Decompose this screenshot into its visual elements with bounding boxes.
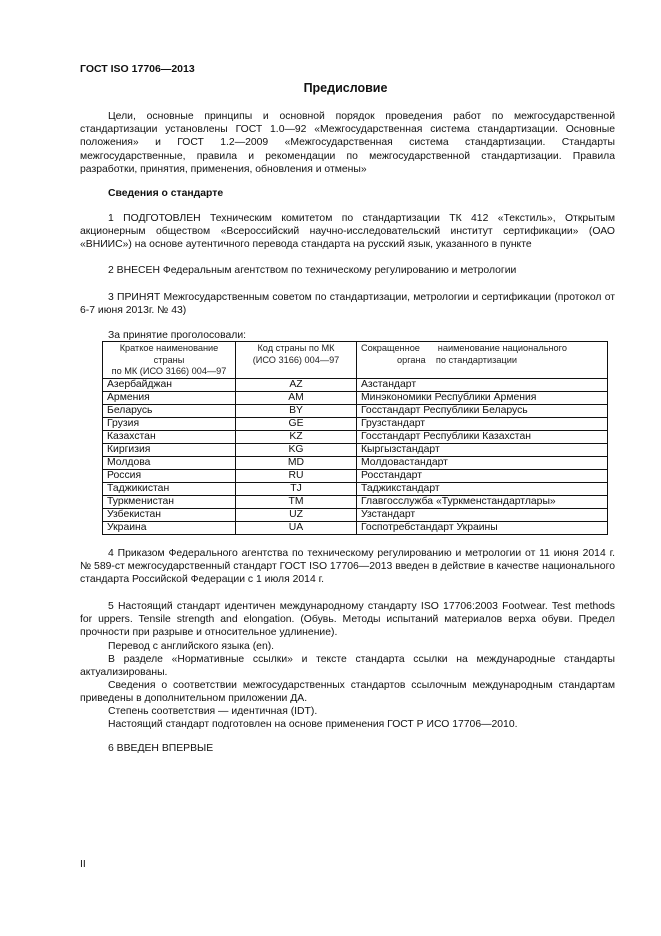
table-row	[103, 430, 608, 443]
intro-paragraph: Цели, основные принципы и основной порядок проведения работ по межгосударственной стандартизации установлены ГОСТ 1.0—92 «Межгосударственная система стандартизации. Основные положения» и ГОСТ 1.2—2009 «Межгосударственная система стандартизации. Стандарты межгосударственные, правила и рекомендации по межгосударственной стандартизации. Правила разработки, принятия, применения, обновления и отмены»	[80, 111, 615, 175]
cell-country-name: Армения	[103, 391, 236, 404]
paragraph-5-references: В разделе «Нормативные ссылки» и тексте стандарта ссылки на международные стандарты актуализированы.	[80, 654, 615, 679]
paragraph-5-translation: Перевод с английского языка (en).	[108, 641, 275, 652]
cell-standards-body: Грузстандарт	[357, 417, 608, 430]
paragraph-5-info: Сведения о соответствии межгосударственных стандартов ссылочным международным стандартам приведены в дополнительном приложении ДА.	[80, 680, 615, 705]
paragraph-5-degree: Степень соответствия — идентичная (IDT).	[108, 706, 318, 717]
header-country-name	[103, 342, 236, 379]
cell-country-code: AM	[236, 391, 357, 404]
cell-country-name: Киргизия	[103, 443, 236, 456]
table-row	[103, 508, 608, 521]
cell-standards-body: Азстандарт	[357, 378, 608, 391]
cell-country-name: Беларусь	[103, 404, 236, 417]
cell-country-name: Украина	[103, 521, 236, 534]
table-row	[103, 391, 608, 404]
cell-standards-body: Таджикстандарт	[357, 482, 608, 495]
header-line: (ИСО 3166) 004—97	[252, 354, 340, 365]
cell-country-name: Россия	[103, 469, 236, 482]
table-row	[103, 404, 608, 417]
paragraph-4: 4 Приказом Федерального агентства по техническому регулированию и метрологии от 11 июня 2014 г. № 589-ст межгосударственный стандарт ГОСТ ISO 17706—2013 введен в действие в качестве национального стандарта Российской Федерации с 1 июля 2014 г.	[80, 548, 615, 586]
section-title: Сведения о стандарте	[108, 188, 224, 199]
paragraph-5: 5 Настоящий стандарт идентичен международному стандарту ISO 17706:2003 Footwear. Test methods for uppers. Tensile strength and elongation. (Обувь. Методы испытаний материалов верха обуви. Предел прочности при разрыве и относительное удлинение).	[80, 601, 615, 639]
header-line: Код страны по МК	[257, 343, 335, 353]
cell-standards-body: Кыргызстандарт	[357, 443, 608, 456]
cell-country-name: Азербайджан	[103, 378, 236, 391]
voted-label: За принятие проголосовали:	[108, 330, 247, 341]
cell-country-name: Таджикистан	[103, 482, 236, 495]
cell-country-code: BY	[236, 404, 357, 417]
cell-standards-body: Главгосслужба «Туркменстандартлары»	[357, 495, 608, 508]
table-row	[103, 495, 608, 508]
table-row	[103, 521, 608, 534]
header-standards-body	[357, 342, 608, 379]
cell-country-name: Туркменистан	[103, 495, 236, 508]
cell-country-code: RU	[236, 469, 357, 482]
header-line: органа по стандартизации	[397, 354, 517, 365]
cell-country-name: Молдова	[103, 456, 236, 469]
cell-standards-body: Госстандарт Республики Казахстан	[357, 430, 608, 443]
cell-country-code: UZ	[236, 508, 357, 521]
cell-country-code: KG	[236, 443, 357, 456]
cell-country-code: TM	[236, 495, 357, 508]
cell-standards-body: Росстандарт	[357, 469, 608, 482]
cell-country-code: GE	[236, 417, 357, 430]
page-title: Предисловие	[303, 81, 388, 95]
cell-standards-body: Узстандарт	[357, 508, 608, 521]
cell-country-name: Узбекистан	[103, 508, 236, 521]
table-row	[103, 469, 608, 482]
cell-standards-body: Молдовастандарт	[357, 456, 608, 469]
paragraph-6: 6 ВВЕДЕН ВПЕРВЫЕ	[108, 743, 214, 754]
paragraph-1: 1 ПОДГОТОВЛЕН Техническим комитетом по стандартизации ТК 412 «Текстиль», Открытым акционерным обществом «Всероссийский научно-исследовательский институт сертификации» (ОАО «ВНИИС») на основе аутентичного перевода стандарта на русский язык, указанного в пункте	[80, 213, 615, 251]
header-line: Краткое наименование	[119, 343, 219, 353]
header-line: по МК (ИСО 3166) 004—97	[111, 366, 227, 376]
paragraph-2: 2 ВНЕСЕН Федеральным агентством по техническому регулированию и метрологии	[108, 265, 517, 276]
table-row	[103, 443, 608, 456]
cell-country-code: AZ	[236, 378, 357, 391]
cell-country-code: KZ	[236, 430, 357, 443]
document-code-header: ГОСТ ISO 17706—2013	[80, 63, 195, 75]
cell-standards-body: Госстандарт Республики Беларусь	[357, 404, 608, 417]
cell-country-code: UA	[236, 521, 357, 534]
cell-standards-body: Минэкономики Республики Армения	[357, 391, 608, 404]
table-row	[103, 456, 608, 469]
page-number: II	[80, 859, 86, 870]
table-row	[103, 378, 608, 391]
header-line: страны	[153, 354, 185, 365]
cell-standards-body: Госпотребстандарт Украины	[357, 521, 608, 534]
table-row	[103, 482, 608, 495]
paragraph-3: 3 ПРИНЯТ Межгосударственным советом по стандартизации, метрологии и сертификации (протокол от 6-7 июня 2013г. № 43)	[80, 292, 615, 317]
cell-country-code: TJ	[236, 482, 357, 495]
paragraph-5-basis: Настоящий стандарт подготовлен на основе применения ГОСТ Р ИСО 17706—2010.	[108, 719, 518, 730]
cell-country-name: Грузия	[103, 417, 236, 430]
table-row	[103, 417, 608, 430]
cell-country-code: MD	[236, 456, 357, 469]
header-country-code	[236, 342, 357, 379]
cell-country-name: Казахстан	[103, 430, 236, 443]
table-header-row	[103, 342, 608, 379]
header-line: Сокращенное наименование национального	[361, 343, 567, 353]
voting-countries-table	[102, 341, 608, 535]
